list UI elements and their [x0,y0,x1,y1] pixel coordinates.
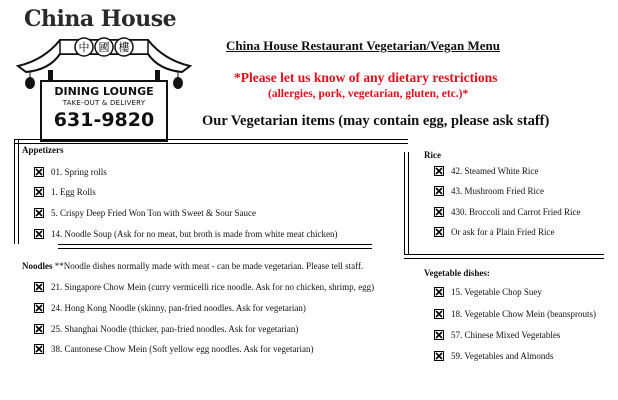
list-item [34,281,374,293]
divider-right [404,254,604,259]
dietary-notice: *Please let us know of any dietary restrictions [234,70,498,85]
phone-number: 631-9820 [53,109,155,131]
item-label: 430. Broccoli and Carrot Fried Rice [451,207,581,217]
list-item [434,226,554,238]
list-item [434,165,538,177]
logo-char-3: 樓 [118,41,130,54]
checkbox-x-icon [434,309,444,319]
dietary-notice-examples: (allergies, pork, vegetarian, gluten, etc.)* [268,88,469,100]
list-item [434,286,542,298]
vegetarian-subheading: Our Vegetarian items (may contain egg, please ask staff) [202,113,550,129]
item-label: 38. Cantonese Chow Mein (Soft yellow egg noodles. Ask for vegetarian) [51,344,314,354]
item-label: 24. Hong Kong Noodle (skinny, pan-fried noodles. Ask for vegetarian) [51,303,306,313]
item-label: Or ask for a Plain Fried Rice [451,227,555,237]
vegetables-heading: Vegetable dishes: [424,268,490,278]
checkbox-x-icon [34,282,44,292]
checkbox-x-icon [34,167,44,177]
item-label: 15. Vegetable Chop Suey [451,287,542,297]
item-label: 57. Chinese Mixed Vegetables [451,330,561,340]
checkbox-x-icon [34,324,44,334]
list-item [34,207,256,219]
logo-name: China House [24,6,177,32]
noodles-heading [22,261,363,271]
checkbox-x-icon [434,287,444,297]
list-item [34,302,306,314]
page-title: China House Restaurant Vegetarian/Vegan Menu [226,38,500,53]
noodles-note: **Noodle dishes normally made with meat - can be made vegetarian. Please tell staff. [52,261,364,271]
list-item [34,166,107,178]
item-label: 5. Crispy Deep Fried Won Ton with Sweet & Sour Sauce [51,208,257,218]
logo-char-2: 國 [98,41,110,54]
list-item [434,185,544,197]
list-item [434,350,553,362]
divider-top [14,139,408,144]
checkbox-x-icon [434,330,444,340]
checkbox-x-icon [34,208,44,218]
item-label: 14. Noodle Soup (Ask for no meat, but broth is made from white meat chicken) [51,229,338,239]
checkbox-x-icon [34,303,44,313]
checkbox-x-icon [434,351,444,361]
sign-takeout-delivery: TAKE-OUT & DELIVERY [62,99,146,107]
list-item [434,329,560,341]
checkbox-x-icon [34,344,44,354]
sign-dining-lounge: DINING LOUNGE [54,85,154,98]
list-item [434,206,580,218]
item-label: 43. Mushroom Fried Rice [451,186,544,196]
noodles-label: Noodles [22,261,53,271]
item-label: 18. Vegetable Chow Mein (beansprouts) [451,309,597,319]
sign-board [40,80,168,142]
divider-appetizers-left [14,139,19,244]
item-label: 25. Shanghai Noodle (thicker, pan-fried noodles. Ask for vegetarian) [51,324,299,334]
list-item [34,228,337,240]
list-item [434,308,596,320]
logo-char-1: 中 [78,41,90,54]
divider-rice-left [404,152,409,254]
divider-middle [58,244,372,249]
rice-heading: Rice [424,150,441,160]
item-label: 59. Vegetables and Almonds [451,351,554,361]
checkbox-x-icon [434,227,444,237]
checkbox-x-icon [434,166,444,176]
checkbox-x-icon [434,186,444,196]
list-item [34,323,298,335]
item-label: 1. Egg Rolls [51,187,96,197]
checkbox-x-icon [434,207,444,217]
checkbox-x-icon [34,229,44,239]
list-item [34,186,96,198]
restaurant-logo [14,2,194,142]
item-label: 01. Spring rolls [51,167,107,177]
item-label: 21. Singapore Chow Mein (curry vermicelli rice noodle. Ask for no chicken, shrimp, egg) [51,282,375,292]
appetizers-heading: Appetizers [22,145,64,155]
checkbox-x-icon [34,187,44,197]
list-item [34,343,313,355]
item-label: 42. Steamed White Rice [451,166,539,176]
